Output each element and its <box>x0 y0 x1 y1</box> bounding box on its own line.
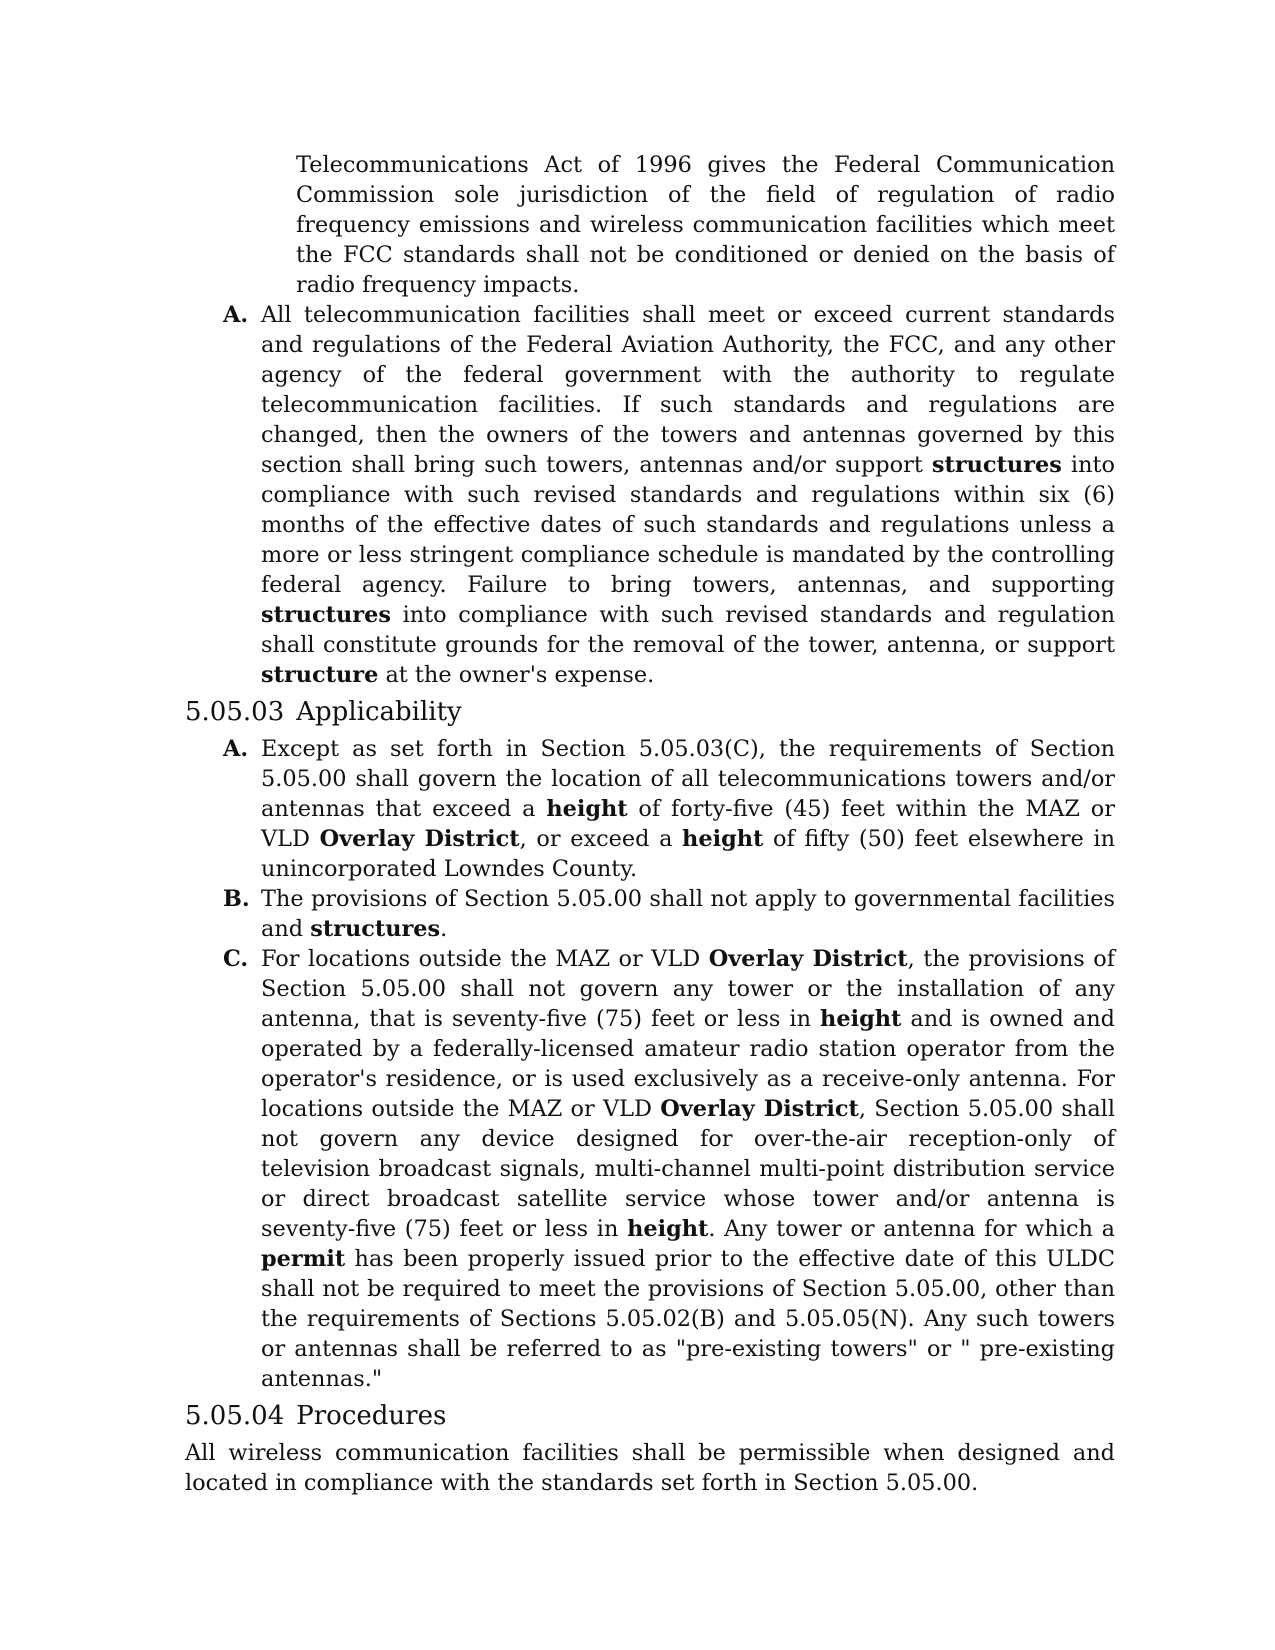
procedures-paragraph: All wireless communication facilities shall be permissible when designed and located in compliance with the standards set forth in Section 5.05.00. <box>185 1440 1115 1496</box>
defined-term: Overlay District <box>319 826 520 852</box>
list-item-5-05-03-c <box>223 944 1116 1394</box>
item-text: of forty-five (45) feet within the MAZ or VLD <box>261 796 1115 852</box>
item-text: and is owned and operated by a federally-licensed amateur radio station operator from the operator's residence, or is used exclusively as a receive-only antenna. For locations outside the MAZ or VLD <box>261 1006 1115 1122</box>
document-page <box>185 150 1115 1498</box>
item-text: For locations outside the MAZ or VLD <box>261 946 709 972</box>
item-text: , or exceed a <box>519 826 683 852</box>
item-text: The provisions of Section 5.05.00 shall not apply to governmental facilities and <box>261 886 1115 942</box>
defined-term: structures <box>310 916 441 942</box>
list-item-5-05-02-a <box>223 300 1115 690</box>
item-letter: A. <box>223 736 249 762</box>
section-number: 5.05.03 <box>185 697 285 727</box>
defined-term: height <box>546 796 628 822</box>
intro-paragraph: Telecommunications Act of 1996 gives the Federal Communication Commission sole jurisdiction of the field of regulation of radio frequency emissions and wireless communication facilities which meet the FCC standards shall not be conditioned or denied on the basis of radio frequency impacts. <box>296 152 1115 298</box>
item-text: of fifty (50) feet elsewhere in unincorporated Lowndes County. <box>261 826 1115 882</box>
defined-term: height <box>820 1006 902 1032</box>
list-item-5-05-03-b <box>223 884 1115 944</box>
item-letter: A. <box>223 302 249 328</box>
defined-term: structure <box>261 662 379 688</box>
defined-term: structures <box>261 602 391 628</box>
section-title: Applicability <box>296 697 462 727</box>
section-heading-applicability <box>185 696 1115 728</box>
item-text: All telecommunication facilities shall meet or exceed current standards and regulations of the Federal Aviation Authority, the FCC, and any other agency of the federal government with the authority to regulate telecommunication facilities. If such standards and regulations are changed, then the owners of the towers and antennas governed by this section shall bring such towers, antennas and/or support <box>261 302 1115 478</box>
defined-term: height <box>682 826 764 852</box>
defined-term: structures <box>931 452 1062 478</box>
section-title: Procedures <box>296 1401 447 1431</box>
defined-term: permit <box>261 1246 346 1272</box>
item-text: , the provisions of Section 5.05.00 shall not govern any tower or the installation of any antenna, that is seventy-five (75) feet or less in <box>261 946 1116 1032</box>
item-text: into compliance with such revised standards and regulations within six (6) months of the effective dates of such standards and regulations unless a more or less stringent compliance schedule is mandated by the controlling federal agency. Failure to bring towers, antennas, and supporting <box>261 452 1115 598</box>
item-text: into compliance with such revised standards and regulation shall constitute grounds for the removal of the tower, antenna, or support <box>261 602 1115 658</box>
item-text: has been properly issued prior to the effective date of this ULDC shall not be required to meet the provisions of Section 5.05.00, other than the requirements of Sections 5.05.02(B) and 5.05.05(N). Any such towers or antennas shall be referred to as "pre-existing towers" or " pre-existing antennas." <box>261 1246 1115 1392</box>
defined-term: Overlay District <box>660 1096 859 1122</box>
section-number: 5.05.04 <box>185 1401 285 1431</box>
item-text: . <box>440 916 448 942</box>
defined-term: Overlay District <box>708 946 908 972</box>
item-letter: C. <box>223 946 249 972</box>
item-text: Except as set forth in Section 5.05.03(C), the requirements of Section 5.05.00 shall govern the location of all telecommunications towers and/or antennas that exceed a <box>261 736 1115 822</box>
defined-term: height <box>627 1216 709 1242</box>
item-text: . Any tower or antenna for which a <box>708 1216 1115 1242</box>
item-text: , Section 5.05.00 shall not govern any device designed for over-the-air reception-only of television broadcast signals, multi-channel multi-point distribution service or direct broadcast satellite service whose tower and/or antenna is seventy-five (75) feet or less in <box>261 1096 1115 1242</box>
item-text: at the owner's expense. <box>378 662 655 688</box>
section-heading-procedures <box>185 1400 1115 1432</box>
item-letter: B. <box>223 886 250 912</box>
list-item-5-05-03-a <box>223 734 1115 884</box>
